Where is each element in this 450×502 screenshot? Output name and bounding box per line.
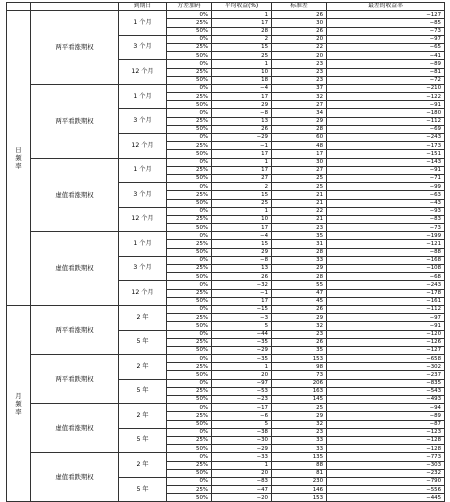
- option-type-cell: 虚值看跌期权: [31, 453, 119, 502]
- average-return-cell: 10: [212, 215, 272, 223]
- option-type-cell: 两平看涨期权: [31, 305, 119, 354]
- spread-cell: 50%: [167, 199, 212, 207]
- maturity-cell: 1 个月: [119, 158, 167, 183]
- table-row: [7, 84, 445, 92]
- average-return-cell: 13: [212, 265, 272, 273]
- table-row: [7, 232, 445, 240]
- std-dev-cell: 25: [272, 404, 327, 412]
- spread-cell: 25%: [167, 19, 212, 27]
- option-returns-table: [6, 2, 445, 502]
- std-dev-cell: 21: [272, 199, 327, 207]
- spread-cell: 25%: [167, 117, 212, 125]
- spread-cell: 25%: [167, 240, 212, 248]
- worst-return-cell: −83: [327, 215, 445, 223]
- average-return-cell: −35: [212, 355, 272, 363]
- worst-return-cell: −63: [327, 191, 445, 199]
- worst-return-cell: −123: [327, 428, 445, 436]
- table-row: [7, 158, 445, 166]
- spread-cell: 50%: [167, 469, 212, 477]
- average-return-cell: −8: [212, 256, 272, 264]
- std-dev-cell: 81: [272, 469, 327, 477]
- spread-cell: 0%: [167, 355, 212, 363]
- spread-cell: 0%: [167, 35, 212, 43]
- std-dev-cell: 45: [272, 297, 327, 305]
- spread-cell: 0%: [167, 207, 212, 215]
- spread-cell: 25%: [167, 191, 212, 199]
- spread-cell: 0%: [167, 379, 212, 387]
- spread-cell: 0%: [167, 305, 212, 313]
- option-type-cell: 虚值看涨期权: [31, 158, 119, 232]
- std-dev-cell: 26: [272, 11, 327, 19]
- std-dev-cell: 73: [272, 371, 327, 379]
- worst-return-cell: −94: [327, 404, 445, 412]
- average-return-cell: −44: [212, 330, 272, 338]
- worst-return-cell: −99: [327, 183, 445, 191]
- std-dev-cell: 31: [272, 240, 327, 248]
- average-return-cell: 1: [212, 363, 272, 371]
- std-dev-cell: 23: [272, 76, 327, 84]
- spread-cell: 50%: [167, 125, 212, 133]
- average-return-cell: 13: [212, 117, 272, 125]
- frequency-category-label: 月频率: [15, 391, 22, 416]
- worst-return-cell: −121: [327, 240, 445, 248]
- worst-return-cell: −773: [327, 453, 445, 461]
- spread-cell: 0%: [167, 109, 212, 117]
- worst-return-cell: −161: [327, 297, 445, 305]
- table-row: [7, 355, 445, 363]
- worst-return-cell: −658: [327, 355, 445, 363]
- average-return-cell: −33: [212, 453, 272, 461]
- average-return-cell: 29: [212, 101, 272, 109]
- worst-return-cell: −81: [327, 68, 445, 76]
- average-return-cell: 2: [212, 35, 272, 43]
- maturity-cell: 3 个月: [119, 256, 167, 281]
- worst-return-cell: −72: [327, 76, 445, 84]
- worst-return-cell: −122: [327, 93, 445, 101]
- option-type-cell: 两平看跌期权: [31, 355, 119, 404]
- worst-return-cell: −127: [327, 11, 445, 19]
- maturity-cell: 2 年: [119, 404, 167, 429]
- std-dev-cell: 35: [272, 232, 327, 240]
- std-dev-cell: 29: [272, 117, 327, 125]
- frequency-category-cell: [7, 11, 31, 306]
- std-dev-cell: 22: [272, 43, 327, 51]
- average-return-cell: 5: [212, 322, 272, 330]
- spread-cell: 50%: [167, 445, 212, 453]
- spread-cell: 25%: [167, 265, 212, 273]
- option-type-cell: 虚值看跌期权: [31, 232, 119, 306]
- std-dev-cell: 37: [272, 84, 327, 92]
- spread-cell: 0%: [167, 281, 212, 289]
- average-return-cell: −17: [212, 404, 272, 412]
- worst-return-cell: −790: [327, 477, 445, 485]
- results-table-container: [6, 2, 444, 501]
- average-return-cell: 1: [212, 11, 272, 19]
- worst-return-cell: −543: [327, 387, 445, 395]
- spread-cell: 50%: [167, 322, 212, 330]
- spread-cell: 50%: [167, 494, 212, 502]
- std-dev-cell: 20: [272, 52, 327, 60]
- worst-return-cell: −445: [327, 494, 445, 502]
- spread-cell: 25%: [167, 314, 212, 322]
- spread-cell: 0%: [167, 232, 212, 240]
- worst-return-cell: −108: [327, 265, 445, 273]
- maturity-cell: 12 个月: [119, 281, 167, 306]
- average-return-cell: −97: [212, 379, 272, 387]
- average-return-cell: −53: [212, 387, 272, 395]
- maturity-cell: 5 年: [119, 330, 167, 355]
- maturity-cell: 1 个月: [119, 11, 167, 36]
- std-dev-cell: 28: [272, 125, 327, 133]
- std-dev-cell: 33: [272, 436, 327, 444]
- worst-return-cell: −97: [327, 314, 445, 322]
- worst-return-cell: −126: [327, 338, 445, 346]
- average-return-cell: 17: [212, 19, 272, 27]
- std-dev-cell: 23: [272, 224, 327, 232]
- average-return-cell: −4: [212, 84, 272, 92]
- spread-cell: 25%: [167, 93, 212, 101]
- spread-cell: 50%: [167, 396, 212, 404]
- std-dev-cell: 230: [272, 477, 327, 485]
- average-return-cell: 15: [212, 240, 272, 248]
- std-dev-cell: 25: [272, 174, 327, 182]
- std-dev-cell: 135: [272, 453, 327, 461]
- spread-cell: 25%: [167, 486, 212, 494]
- worst-return-cell: −232: [327, 469, 445, 477]
- worst-return-cell: −835: [327, 379, 445, 387]
- header-row: [7, 3, 445, 11]
- spread-cell: 50%: [167, 420, 212, 428]
- spread-cell: 0%: [167, 453, 212, 461]
- average-return-cell: −30: [212, 436, 272, 444]
- spread-cell: 0%: [167, 158, 212, 166]
- std-dev-cell: 26: [272, 27, 327, 35]
- header-blank-1: [7, 3, 31, 11]
- spread-cell: 25%: [167, 461, 212, 469]
- frequency-category-cell: [7, 305, 31, 502]
- worst-return-cell: −73: [327, 224, 445, 232]
- average-return-cell: 17: [212, 93, 272, 101]
- worst-return-cell: −87: [327, 420, 445, 428]
- std-dev-cell: 30: [272, 19, 327, 27]
- worst-return-cell: −112: [327, 305, 445, 313]
- std-dev-cell: 88: [272, 461, 327, 469]
- spread-cell: 50%: [167, 174, 212, 182]
- spread-cell: 50%: [167, 297, 212, 305]
- spread-cell: 0%: [167, 330, 212, 338]
- maturity-cell: 2 年: [119, 305, 167, 330]
- std-dev-cell: 33: [272, 256, 327, 264]
- average-return-cell: 1: [212, 207, 272, 215]
- std-dev-cell: 25: [272, 183, 327, 191]
- average-return-cell: −4: [212, 232, 272, 240]
- average-return-cell: 1: [212, 158, 272, 166]
- std-dev-cell: 55: [272, 281, 327, 289]
- std-dev-cell: 32: [272, 93, 327, 101]
- std-dev-cell: 17: [272, 150, 327, 158]
- maturity-cell: 3 个月: [119, 109, 167, 134]
- table-row: [7, 453, 445, 461]
- maturity-cell: 12 个月: [119, 207, 167, 232]
- std-dev-cell: 206: [272, 379, 327, 387]
- worst-return-cell: −168: [327, 256, 445, 264]
- worst-return-cell: −243: [327, 281, 445, 289]
- average-return-cell: −35: [212, 338, 272, 346]
- worst-return-cell: −97: [327, 35, 445, 43]
- std-dev-cell: 21: [272, 215, 327, 223]
- std-dev-cell: 47: [272, 289, 327, 297]
- spread-cell: 0%: [167, 256, 212, 264]
- average-return-cell: −29: [212, 134, 272, 142]
- average-return-cell: 25: [212, 52, 272, 60]
- average-return-cell: 17: [212, 297, 272, 305]
- spread-cell: 25%: [167, 338, 212, 346]
- std-dev-cell: 145: [272, 396, 327, 404]
- std-dev-cell: 153: [272, 494, 327, 502]
- header-worst-return: 最差的收益率: [327, 3, 445, 11]
- average-return-cell: −23: [212, 396, 272, 404]
- std-dev-cell: 153: [272, 355, 327, 363]
- worst-return-cell: −302: [327, 363, 445, 371]
- maturity-cell: 5 年: [119, 477, 167, 502]
- maturity-cell: 2 年: [119, 453, 167, 478]
- std-dev-cell: 29: [272, 412, 327, 420]
- average-return-cell: −83: [212, 477, 272, 485]
- worst-return-cell: −127: [327, 346, 445, 354]
- worst-return-cell: −89: [327, 412, 445, 420]
- spread-cell: 50%: [167, 248, 212, 256]
- spread-cell: 25%: [167, 142, 212, 150]
- average-return-cell: 26: [212, 125, 272, 133]
- worst-return-cell: −43: [327, 199, 445, 207]
- spread-cell: 25%: [167, 289, 212, 297]
- average-return-cell: 27: [212, 174, 272, 182]
- average-return-cell: 17: [212, 166, 272, 174]
- worst-return-cell: −199: [327, 232, 445, 240]
- average-return-cell: 17: [212, 150, 272, 158]
- std-dev-cell: 23: [272, 60, 327, 68]
- std-dev-cell: 26: [272, 305, 327, 313]
- worst-return-cell: −143: [327, 158, 445, 166]
- std-dev-cell: 29: [272, 314, 327, 322]
- worst-return-cell: −180: [327, 109, 445, 117]
- average-return-cell: 15: [212, 43, 272, 51]
- maturity-cell: 3 个月: [119, 35, 167, 60]
- average-return-cell: −20: [212, 494, 272, 502]
- average-return-cell: 10: [212, 68, 272, 76]
- spread-cell: 50%: [167, 101, 212, 109]
- average-return-cell: −15: [212, 305, 272, 313]
- header-spread: 方差加码: [167, 3, 212, 11]
- worst-return-cell: −128: [327, 445, 445, 453]
- average-return-cell: 26: [212, 273, 272, 281]
- std-dev-cell: 32: [272, 420, 327, 428]
- std-dev-cell: 146: [272, 486, 327, 494]
- spread-cell: 50%: [167, 76, 212, 84]
- worst-return-cell: −112: [327, 117, 445, 125]
- header-std-dev: 标准差: [272, 3, 327, 11]
- frequency-category-label: 日频率: [15, 146, 22, 171]
- table-row: [7, 404, 445, 412]
- header-blank-2: [31, 3, 119, 11]
- average-return-cell: 20: [212, 371, 272, 379]
- std-dev-cell: 27: [272, 166, 327, 174]
- average-return-cell: −29: [212, 445, 272, 453]
- spread-cell: 25%: [167, 387, 212, 395]
- worst-return-cell: −65: [327, 43, 445, 51]
- spread-cell: 0%: [167, 428, 212, 436]
- table-row: [7, 11, 445, 19]
- spread-cell: 25%: [167, 43, 212, 51]
- worst-return-cell: −237: [327, 371, 445, 379]
- average-return-cell: 15: [212, 191, 272, 199]
- spread-cell: 0%: [167, 60, 212, 68]
- worst-return-cell: −73: [327, 27, 445, 35]
- std-dev-cell: 26: [272, 338, 327, 346]
- worst-return-cell: −85: [327, 19, 445, 27]
- std-dev-cell: 32: [272, 322, 327, 330]
- worst-return-cell: −178: [327, 289, 445, 297]
- spread-cell: 50%: [167, 371, 212, 379]
- average-return-cell: −3: [212, 314, 272, 322]
- worst-return-cell: −243: [327, 134, 445, 142]
- table-body: [7, 11, 445, 502]
- worst-return-cell: −151: [327, 150, 445, 158]
- worst-return-cell: −556: [327, 486, 445, 494]
- average-return-cell: 18: [212, 76, 272, 84]
- std-dev-cell: 20: [272, 35, 327, 43]
- table-row: [7, 305, 445, 313]
- spread-cell: 50%: [167, 27, 212, 35]
- spread-cell: 0%: [167, 84, 212, 92]
- worst-return-cell: −41: [327, 52, 445, 60]
- std-dev-cell: 23: [272, 428, 327, 436]
- average-return-cell: −1: [212, 142, 272, 150]
- average-return-cell: 2: [212, 183, 272, 191]
- average-return-cell: 20: [212, 469, 272, 477]
- header-maturity: 到期日: [119, 3, 167, 11]
- worst-return-cell: −71: [327, 174, 445, 182]
- std-dev-cell: 28: [272, 248, 327, 256]
- spread-cell: 0%: [167, 477, 212, 485]
- worst-return-cell: −303: [327, 461, 445, 469]
- spread-cell: 25%: [167, 166, 212, 174]
- maturity-cell: 1 个月: [119, 232, 167, 257]
- average-return-cell: −47: [212, 486, 272, 494]
- average-return-cell: −6: [212, 412, 272, 420]
- average-return-cell: 1: [212, 461, 272, 469]
- worst-return-cell: −128: [327, 436, 445, 444]
- std-dev-cell: 30: [272, 158, 327, 166]
- worst-return-cell: −93: [327, 207, 445, 215]
- maturity-cell: 1 个月: [119, 84, 167, 109]
- average-return-cell: −29: [212, 346, 272, 354]
- std-dev-cell: 34: [272, 109, 327, 117]
- std-dev-cell: 23: [272, 330, 327, 338]
- spread-cell: 0%: [167, 11, 212, 19]
- worst-return-cell: −91: [327, 322, 445, 330]
- average-return-cell: 1: [212, 60, 272, 68]
- std-dev-cell: 35: [272, 346, 327, 354]
- spread-cell: 50%: [167, 150, 212, 158]
- worst-return-cell: −89: [327, 60, 445, 68]
- spread-cell: 50%: [167, 346, 212, 354]
- average-return-cell: −1: [212, 289, 272, 297]
- std-dev-cell: 29: [272, 265, 327, 273]
- spread-cell: 25%: [167, 436, 212, 444]
- average-return-cell: −8: [212, 109, 272, 117]
- std-dev-cell: 48: [272, 142, 327, 150]
- worst-return-cell: −210: [327, 84, 445, 92]
- spread-cell: 25%: [167, 363, 212, 371]
- worst-return-cell: −91: [327, 166, 445, 174]
- spread-cell: 0%: [167, 183, 212, 191]
- worst-return-cell: −120: [327, 330, 445, 338]
- average-return-cell: −38: [212, 428, 272, 436]
- maturity-cell: 5 年: [119, 428, 167, 453]
- average-return-cell: −32: [212, 281, 272, 289]
- spread-cell: 50%: [167, 52, 212, 60]
- std-dev-cell: 23: [272, 68, 327, 76]
- option-type-cell: 两平看跌期权: [31, 84, 119, 158]
- std-dev-cell: 163: [272, 387, 327, 395]
- worst-return-cell: −173: [327, 142, 445, 150]
- header-average-return: 平均收益(%): [212, 3, 272, 11]
- average-return-cell: 28: [212, 27, 272, 35]
- std-dev-cell: 33: [272, 445, 327, 453]
- maturity-cell: 5 年: [119, 379, 167, 404]
- average-return-cell: 17: [212, 224, 272, 232]
- worst-return-cell: −88: [327, 248, 445, 256]
- spread-cell: 25%: [167, 68, 212, 76]
- maturity-cell: 2 年: [119, 355, 167, 380]
- std-dev-cell: 28: [272, 273, 327, 281]
- maturity-cell: 3 个月: [119, 183, 167, 208]
- maturity-cell: 12 个月: [119, 60, 167, 85]
- maturity-cell: 12 个月: [119, 134, 167, 159]
- std-dev-cell: 21: [272, 191, 327, 199]
- spread-cell: 50%: [167, 224, 212, 232]
- option-type-cell: 虚值看涨期权: [31, 404, 119, 453]
- worst-return-cell: −493: [327, 396, 445, 404]
- spread-cell: 25%: [167, 215, 212, 223]
- std-dev-cell: 27: [272, 101, 327, 109]
- worst-return-cell: −69: [327, 125, 445, 133]
- spread-cell: 50%: [167, 273, 212, 281]
- std-dev-cell: 98: [272, 363, 327, 371]
- spread-cell: 25%: [167, 412, 212, 420]
- std-dev-cell: 22: [272, 207, 327, 215]
- spread-cell: 0%: [167, 134, 212, 142]
- average-return-cell: 5: [212, 420, 272, 428]
- spread-cell: 0%: [167, 404, 212, 412]
- average-return-cell: 25: [212, 199, 272, 207]
- worst-return-cell: −68: [327, 273, 445, 281]
- std-dev-cell: 60: [272, 134, 327, 142]
- average-return-cell: 29: [212, 248, 272, 256]
- option-type-cell: 两平看涨期权: [31, 11, 119, 85]
- worst-return-cell: −91: [327, 101, 445, 109]
